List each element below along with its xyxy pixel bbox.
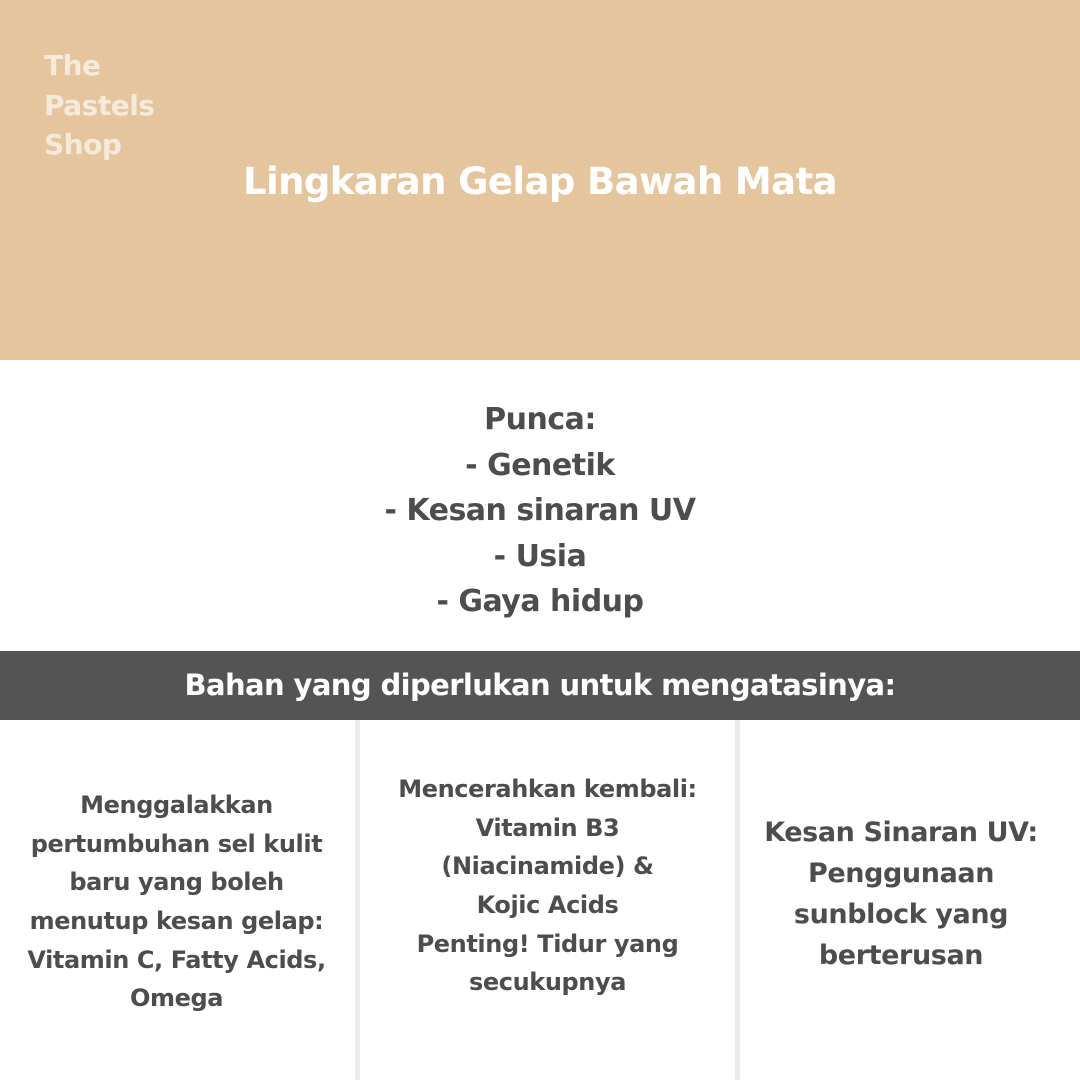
column-text-line: Omega [129,984,224,1013]
column-text-line: Vitamin C, Fatty Acids, [27,945,326,974]
cause-item: - Gaya hidup [436,584,644,619]
column-divider [735,720,740,1080]
header-banner [0,0,1080,360]
column-text-line: Mencerahkan kembali: [398,774,697,803]
column-text-line: berterusan [818,940,984,971]
brand-line: Shop [44,128,122,161]
cause-item: - Kesan sinaran UV [384,493,696,528]
ingredient-column-2 [360,706,735,1066]
section-bar-label: Bahan yang diperlukan untuk mengatasinya: [184,668,896,702]
ingredient-column-3 [742,714,1060,1074]
column-text-line: Kesan Sinaran UV: [764,817,1038,848]
causes-heading: Punca: [484,402,596,437]
column-text-line: baru yang boleh [69,868,284,897]
column-text-line: Menggalakkan [80,790,273,819]
page-title: Lingkaran Gelap Bawah Mata [243,160,837,203]
column-text-line: menutup kesan gelap: [29,907,324,935]
column-text-line: secukupnya [468,968,627,997]
brand-line: Pastels [44,88,155,122]
column-text-line: Kojic Acids [476,891,619,919]
column-text-line: Penting! Tidur yang [416,929,679,958]
cause-item: - Genetik [465,447,615,483]
column-text-line: Vitamin B3 [475,813,620,842]
column-text-line: pertumbuhan sel kulit [30,829,323,858]
column-text-line: Penggunaan [807,858,995,889]
column-text-line: (Niacinamide) & [441,852,654,881]
cause-item: - Usia [493,538,587,574]
brand-line: The [44,49,101,82]
causes-section [0,397,1080,625]
brand-logo-text [44,46,244,165]
column-text-line: sunblock yang [793,899,1009,930]
ingredient-column-1 [0,720,353,1082]
